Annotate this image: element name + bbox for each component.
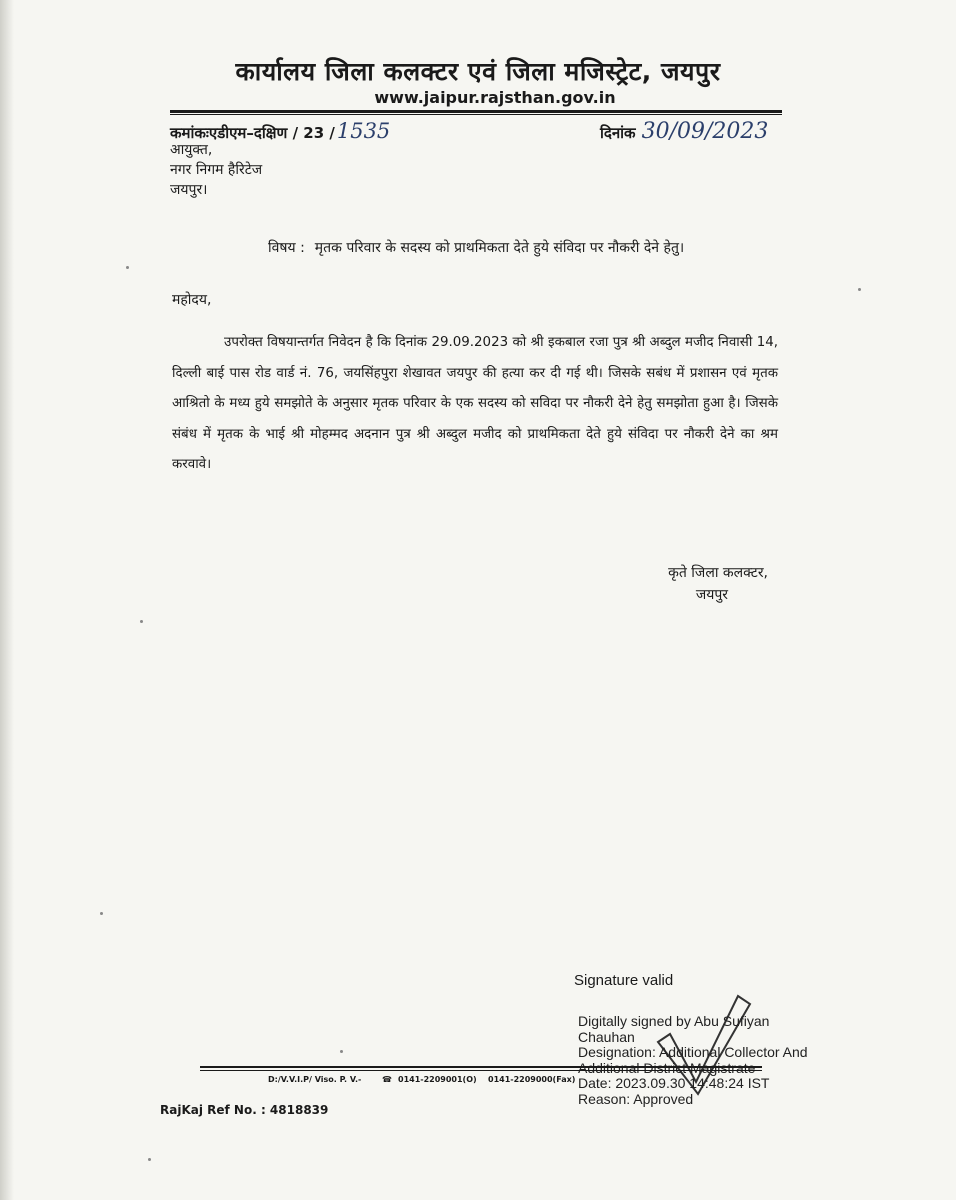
office-title: कार्यालय जिला कलक्टर एवं जिला मजिस्ट्रेट, जयपुर	[235, 57, 721, 86]
scan-edge-shadow	[0, 0, 14, 1200]
signatory-block	[650, 562, 768, 606]
letterhead-rule	[170, 110, 782, 113]
subject-label: विषय :	[268, 240, 305, 256]
scan-speck	[340, 1050, 343, 1053]
letterhead-rule-thin	[170, 114, 782, 115]
scan-speck	[858, 288, 861, 291]
signature-detail-designation: Designation: Additional Collector And	[578, 1044, 808, 1060]
signature-detail-date: Date: 2023.09.30 14:48:24 IST	[578, 1075, 770, 1091]
signature-detail-signer: Digitally signed by Abu Sufiyan	[578, 1013, 770, 1029]
salutation: महोदय,	[172, 292, 212, 308]
body-paragraph	[172, 328, 778, 481]
footer-rule-thin	[200, 1070, 762, 1071]
addressee-line-3: जयपुर।	[170, 182, 208, 198]
footer-phone-office: 0141-2209001(O)	[398, 1075, 477, 1084]
scan-speck	[100, 912, 103, 915]
scan-speck	[148, 1158, 151, 1161]
phone-icon: ☎	[382, 1075, 392, 1084]
signature-detail-signer-surname: Chauhan	[578, 1028, 635, 1045]
footer-phone-fax: 0141-2209000(Fax)	[488, 1075, 576, 1084]
signature-detail-designation-cont	[578, 1061, 808, 1077]
footer-rule	[200, 1066, 762, 1068]
body-text: उपरोक्त विषयान्तर्गत निवेदन है कि दिनांक 29.09.2023 को श्री इकबाल रजा पुत्र श्री अब्दुल मजीद निवासी 14, दिल्ली बाई पास रोड वार्ड नं. 76, जयसिंहपुरा शेखावत जयपुर की हत्या कर दी गई थी। जिसके सबंध में प्रशासन एवं मृतक आश्रितो के मध्य हुये समझोते के अनुसार मृतक परिवार के एक सदस्य को सविदा पर नौकरी देने हेतु समझोता हुआ है। जिसके संबंध में मृतक के भाई श्री मोहम्मद अदनान पुत्र श्री अब्दुल मजीद को प्राथमिकता देते हुये संविदा पर नौकरी देने का श्रम करवावे।	[172, 335, 778, 472]
date-label: दिनांक	[600, 124, 636, 142]
signature-status: Signature valid	[574, 972, 674, 989]
office-website: www.jaipur.rajsthan.gov.in	[374, 88, 616, 107]
addressee-line-1: आयुक्त,	[170, 142, 213, 158]
signature-detail-reason: Reason: Approved	[578, 1090, 694, 1107]
scan-speck	[140, 620, 143, 623]
addressee-line-2: नगर निगम हैरिटेज	[170, 162, 263, 178]
scan-speck	[126, 266, 129, 269]
reference-number-handwritten: 1535	[336, 119, 391, 143]
footer-vvip: D:/V.V.I.P/ Viso. P. V.-	[268, 1075, 362, 1084]
subject-line	[268, 238, 684, 257]
reference-label: कमांकःएडीएम–दक्षिण / 23 /	[170, 124, 335, 142]
date-handwritten: 30/09/2023	[641, 119, 769, 144]
signature-details	[578, 1014, 808, 1107]
signatory-line-1: कृते जिला कलक्टर,	[668, 565, 768, 581]
signatory-line-2: जयपुर	[695, 587, 728, 603]
rajkaj-reference: RajKaj Ref No. : 4818839	[160, 1103, 329, 1117]
date-line	[600, 119, 768, 144]
subject-text: मृतक परिवार के सदस्य को प्राथमिकता देते हुये संविदा पर नौकरी देने हेतु।	[314, 240, 685, 256]
